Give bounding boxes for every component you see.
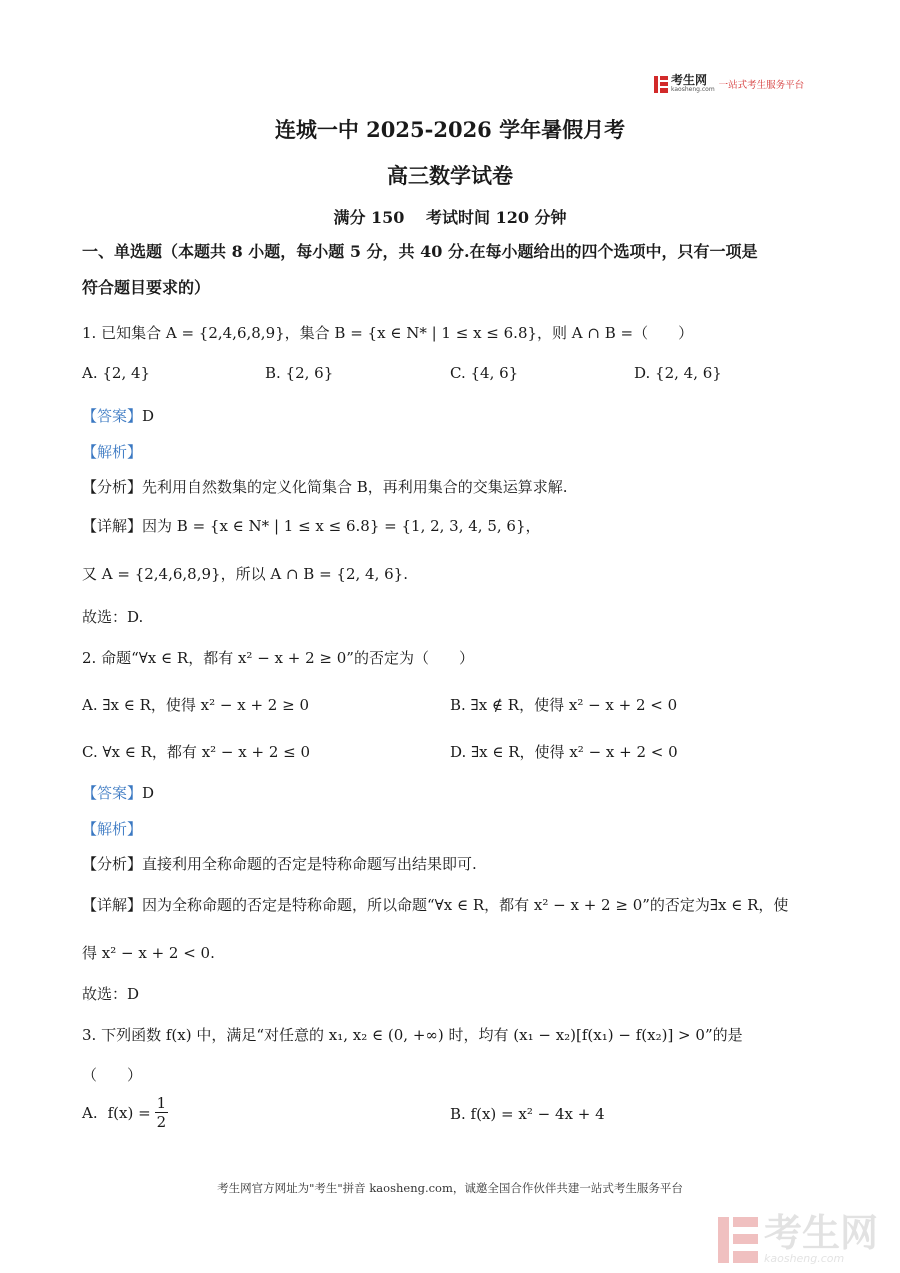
q2-fenxi — [82, 853, 477, 874]
fenxi-tag: 【分析】 — [82, 855, 143, 873]
fraction-numerator: 1 — [156, 1094, 167, 1112]
q1-detail-1 — [82, 515, 541, 536]
q2-answer — [82, 782, 154, 803]
fraction — [155, 1094, 169, 1131]
q2-option-d: D. ∃x ∈ R，使得 x² − x + 2 < 0 — [450, 743, 678, 761]
q1-choose: 故选：D. — [82, 608, 144, 626]
watermark — [718, 1211, 879, 1265]
fenxi-text: 直接利用全称命题的否定是特称命题写出结果即可. — [142, 855, 477, 873]
q2-option-a: A. ∃x ∈ R，使得 x² − x + 2 ≥ 0 — [82, 696, 309, 714]
q2-detail-1 — [82, 894, 788, 915]
watermark-name: 考生网 — [764, 1211, 879, 1255]
q1-option-d: D. {2, 4, 6} — [634, 364, 722, 382]
logo-mark-icon — [654, 76, 668, 93]
answer-tag: 【答案】 — [82, 407, 143, 425]
section-heading-line2: 符合题目要求的） — [82, 278, 211, 297]
site-logo — [654, 74, 804, 94]
detail-text: 因为全称命题的否定是特称命题，所以命题“∀x ∈ R，都有 x² − x + 2 ≥ 0”的否定为∃x ∈ R，使 — [142, 896, 789, 914]
page-footer: 考生网官方网址为"考生"拼音 kaosheng.com，诚邀全国合作伙伴共建一站式考生服务平台 — [217, 1181, 683, 1195]
q2-stem: 2. 命题“∀x ∈ R，都有 x² − x + 2 ≥ 0”的否定为（ ） — [82, 649, 474, 667]
q1-answer — [82, 405, 154, 426]
q2-choose: 故选：D — [82, 985, 140, 1003]
q1-detail-2: 又 A = {2,4,6,8,9}，所以 A ∩ B = {2, 4, 6}. — [82, 565, 408, 583]
q3-option-a — [82, 1094, 168, 1131]
exam-subtitle: 高三数学试卷 — [387, 163, 513, 188]
q3-option-b: B. f(x) = x² − 4x + 4 — [450, 1105, 605, 1123]
logo-slogan: 一站式考生服务平台 — [718, 80, 805, 91]
watermark-url: kaosheng.com — [764, 1252, 845, 1265]
detail-tag: 【详解】 — [82, 517, 143, 535]
q1-fenxi — [82, 476, 568, 497]
q2-option-b: B. ∃x ∉ R，使得 x² − x + 2 < 0 — [450, 696, 678, 714]
q3-stem: 3. 下列函数 f(x) 中，满足“对任意的 x₁, x₂ ∈ (0, +∞) 时，均有 (x₁ − x₂)[f(x₁) − f(x₂)] > 0”的是 — [82, 1026, 743, 1044]
section-heading-line1: 一、单选题（本题共 8 小题，每小题 5 分，共 40 分.在每小题给出的四个选项中，只有一项是 — [82, 242, 758, 261]
q2-option-c: C. ∀x ∈ R，都有 x² − x + 2 ≤ 0 — [82, 743, 311, 761]
q1-option-a: A. {2, 4} — [82, 364, 151, 382]
detail-tag: 【详解】 — [82, 896, 143, 914]
exam-title: 连城一中 2025-2026 学年暑假月考 — [274, 117, 626, 142]
option-a-label: A. — [82, 1103, 98, 1122]
exam-meta: 满分 150 考试时间 120 分钟 — [333, 208, 567, 227]
q1-option-b: B. {2, 6} — [265, 364, 334, 382]
fenxi-text: 先利用自然数集的定义化简集合 B，再利用集合的交集运算求解. — [142, 478, 568, 496]
answer-value: D — [142, 407, 155, 425]
answer-value: D — [142, 784, 155, 802]
q1-option-c: C. {4, 6} — [450, 364, 519, 382]
logo-url: kaosheng.com — [671, 86, 715, 93]
fraction-denominator: 2 — [156, 1113, 167, 1131]
fenxi-tag: 【分析】 — [82, 478, 143, 496]
q3-paren: （ ） — [82, 1066, 143, 1084]
detail-text: 因为 B = {x ∈ N* | 1 ≤ x ≤ 6.8} = {1, 2, 3, 4, 5, 6}， — [142, 517, 541, 535]
q2-detail-2: 得 x² − x + 2 < 0. — [82, 944, 215, 962]
q1-stem: 1. 已知集合 A = {2,4,6,8,9}，集合 B = {x ∈ N* | 1 ≤ x ≤ 6.8}，则 A ∩ B =（ ） — [82, 324, 694, 342]
answer-tag: 【答案】 — [82, 784, 143, 802]
q1-analysis-tag: 【解析】 — [82, 443, 143, 461]
q2-analysis-tag: 【解析】 — [82, 820, 143, 838]
watermark-mark-icon — [718, 1217, 758, 1263]
option-a-lhs: f(x) = — [107, 1103, 151, 1122]
logo-name: 考生网 — [671, 73, 708, 87]
